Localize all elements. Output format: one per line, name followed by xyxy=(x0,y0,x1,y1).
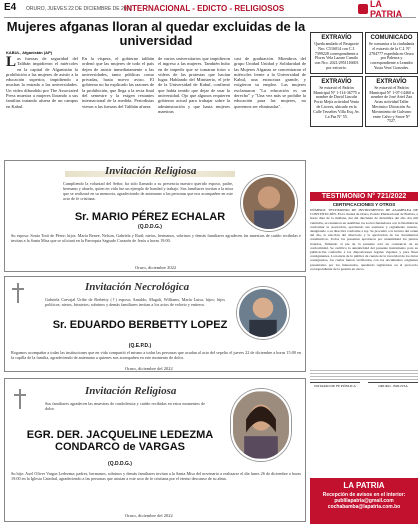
contact-email-2: cochabamba@lapatria.com.bo xyxy=(327,504,401,510)
notice-title: EXTRAVÍO xyxy=(321,78,352,85)
deceased-name: Sr. MARIO PÉREZ ECHALAR xyxy=(74,211,226,223)
contact-title: LA PATRIA xyxy=(343,481,385,490)
ad-family: Su hijo: Axel Oliver Vargas Ledezma; padres, hermanos, sobrinos y demás familiares invitan a la Santa Misa del novenario a realizarse el día lunes 26 de diciembre a horas 19:00 en la Iglesia Catedral, agradeciendo a las personas que asistan a este acto de fe cristiana por el eterno descanso de su alma. xyxy=(11,471,301,481)
article-body xyxy=(6,56,306,114)
cross-icon xyxy=(11,283,25,303)
la-patria-contact-box xyxy=(310,478,418,524)
notice-box xyxy=(365,76,418,127)
obituary-ad-2 xyxy=(4,276,306,372)
notice-box xyxy=(365,32,418,74)
contact-line-1: Recepción de avisos en el interior: xyxy=(322,492,406,498)
ad-text: Sus familiares agradecen las muestras de condolencia y cariño recibidas en estos momentos de dolor. xyxy=(45,401,205,411)
table-row xyxy=(310,377,418,380)
obituary-ad-1 xyxy=(4,160,306,272)
article-text: as fuerzas de seguridad del Talibán impidieron el miércoles en la capital de Afganistán la prohibición a las mujeres de asistir a la educación superior, impidiendo a muchas la entrada a las universidades. Un video difundido por The Associated Press muestra a mujeres llorando a sus familias tratando afuera de un campus en Kabul. xyxy=(6,56,78,109)
dateline: ORURO, JUEVES 22 DE DICIEMBRE DE 2022 xyxy=(26,6,133,12)
portrait-photo xyxy=(237,287,289,339)
notice-row xyxy=(310,76,418,127)
dropcap: L xyxy=(6,54,17,70)
contact-email-1: publilapatria@gmail.com xyxy=(334,498,394,504)
ad-abbrev: (Q.D.D.G.) xyxy=(108,461,132,467)
ad-title: Invitación Religiosa xyxy=(105,165,197,177)
ad-family: Rogamos acompañar a todas las instituciones que en vida compartió el mismo a todas las personas que acudan al acto del sepelio el jueves 22 de diciembre a horas 15:00 en la capilla de la familia, agradeciendo de antemano a quienes nos acompañen en este momento de dolor. xyxy=(11,350,301,360)
ad-family: Su esposa: Sonia Totti de Pérez; hijos: María Renee, Nelson, Gabriela y Raúl; nietos, hermanos, sobrinos y demás familiares agradecen las muestras de cariño recibidas e invitan a la Santa Misa que se oficiará en la Parroquia Sagrado Corazón de Jesús a horas 19:00. xyxy=(11,233,301,243)
logo-text: LA PATRIA xyxy=(369,0,403,19)
ad-abbrev: (Q.D.D.G.) xyxy=(138,224,162,230)
article-col-3: de varios universitarios que impidieron el ingreso a las mujeres. También hubo en de impedir que se tomaran fotos o videos de las protestas que hacían lugar. Hablando del Ministerio, el jefe de la Universidad de Kabul, confirmó que había tenido que dejar de usar la universidad. Ojo que algunos requieren gobierno actual para trabajar sobre la administración y que hasta mujeres maestras xyxy=(158,56,230,114)
notice-title: EXTRAVÍO xyxy=(376,78,407,85)
page-number: E4 xyxy=(4,2,17,13)
notice-box xyxy=(310,32,363,74)
ad-text: Gabriela Carvajal Uribe de Berbetty (†) esposa; Arnaldo, Magali, Williams, María Luisa, hijos; hijos políticos; nietos, bisnietos; sobrinos y demás familiares invitan a los actos de velorio y entierro. xyxy=(45,297,225,307)
ad-date: Oruro, diciembre del 2022 xyxy=(125,513,173,518)
ad-date: Oruro, diciembre del 2022 xyxy=(125,366,173,371)
article-headline: Mujeres afganas lloran al quedar excluidas de la universidad xyxy=(6,19,306,48)
notices-column xyxy=(310,32,418,129)
notice-text: Se extravió el Padrón Municipal N° 1-07-14460 a nombre de José Ariel Zaa Arias actividad Taller Mecánico Ubicación Av. Movimiento de Galvarro entre Calvo y Sucre N° 7527. xyxy=(369,84,414,124)
signature-left: NOTARIO DE FE PÚBLICA xyxy=(310,382,360,388)
article-col-2: En la víspera, el gobierno talibán ordenó que las mujeres de todo el país dejen de asistir inmediatamente a las universidades, tanto públicas como privadas, hasta nuevo aviso. El gobierno no ha explicado las razones de la prohibición, que llega a la recta final del semestre y la exigen restantes internacional de la medida. Periodistas vieron a las fuerzas del Talibán afuera. xyxy=(82,56,154,109)
notice-title: COMUNICADO xyxy=(370,35,413,41)
testimonio-subtitle: CERTIFICACIONES Y OTROS xyxy=(332,202,396,207)
cross-icon xyxy=(13,389,27,409)
article-byline: KABUL, Afganistán (AP) xyxy=(6,50,53,55)
testimonio-table xyxy=(310,368,418,380)
notice-text: Se comunica a la ciudadanía el extravío de la C.I. N° 2784777 expedida en Oruro por Palenca y correspondiente a Leandro Yusta Vera/ Gonzales. xyxy=(368,41,415,70)
portrait-photo xyxy=(231,389,291,461)
ad-title: Invitación Necrológica xyxy=(85,281,190,293)
page-header xyxy=(4,2,416,18)
notice-row xyxy=(310,32,418,74)
logo-mark-icon xyxy=(358,4,368,14)
portrait-photo xyxy=(241,175,297,231)
deceased-name: EGR. DER. JACQUELINE LEDEZMA CONDARCO de VARGAS xyxy=(26,429,214,453)
la-patria-logo xyxy=(358,0,416,19)
notice-box xyxy=(310,76,363,127)
obituary-ad-3 xyxy=(4,378,306,522)
testimonio-body: NÚMERO: TESTIMONIO DE INSTRUMENTO DE ASAMBLEA DE CONSTITUCIÓN. En la ciudad de Oruro, Estado Plurinacional de Bolivia, a horas diez de la mañana, del día diecisiete de diciembre del año dos mil veintidós, se reunieron en asamblea los socios fundadores con la finalidad de conformar la asociación, aprobando sus estatutos y reglamento interno, designando a su directiva conforme a ley. Se procedió a la lectura del orden del día, la elección del directorio y la aprobación de los documentos constitutivos. Todos los presentes aprobaron por unanimidad los puntos tratados, firmando al pie de la presente acta en constancia de su conformidad. Se certifica la autenticidad del presente instrumento para su publicación conforme a las disposiciones legales vigentes y para fines consiguientes. La notaría de fe pública da cuenta de la veracidad de los datos consignados, los cuales fueron verificados con los documentos originales presentados por los interesados, quedando registrados en el protocolo correspondiente de la gestión en curso. xyxy=(310,208,418,271)
ad-abbrev: (Q.E.P.D.) xyxy=(128,343,152,349)
ad-text: Cumpliendo la voluntad del Señor, ha sido llamado a su presencia nuestro querido esposo, padre, hermano y abuelo, quien en vida fue un ejemplo de bondad y trabajo. Sus familiares invitan a la misa que se realizará en su memoria, agradeciendo de antemano a las personas que nos acompañen en este acto de fe cristiana. xyxy=(63,181,233,201)
ad-title: Invitación Religiosa xyxy=(85,385,177,397)
ad-date: Oruro, diciembre 2022 xyxy=(135,265,177,270)
article-col-1 xyxy=(6,56,78,114)
article-col-4: casi de graduación. Miembros del grupo Unidad Unidad y Solidaridad de las Mujeres Afganas se concentraron el miércoles frente a la Universidad de Kabul, una estructura grande, y exigieron su empleo. Las mujeres exclamaron "La educación es un derecho" y "Una vez más se prohíbe la educación para las mujeres, no queremos ser eliminadas". xyxy=(234,56,306,109)
deceased-name: Sr. EDUARDO BERBETTY LOPEZ xyxy=(52,319,228,331)
notice-text: Se extravió el Padrón Municipal N° 1-114-36775 a nombre de David Lincoln Porto Mejía actividad Venta de Licores, ubicado en la Calle Tesseltes Villa Esq. Av. La Paz N° 55. xyxy=(313,84,360,119)
notice-text: Queda anulado el Pasaporte Nro. C516014 con C.I. 7399228 correspondiente a Flores Vela Lazaro Camilo con Nro. 2021/2951116603 por extravío. xyxy=(314,41,359,70)
notice-title: EXTRAVÍO xyxy=(321,35,352,41)
testimonio-section xyxy=(310,192,418,417)
signature-right: ORURO - BOLIVIA xyxy=(368,382,418,388)
section-title: INTERNACIONAL - EDICTO - RELIGIOSOS xyxy=(124,4,285,13)
testimonio-title: TESTIMONIO N° 721/2022 xyxy=(310,192,418,201)
signatures xyxy=(310,382,418,388)
